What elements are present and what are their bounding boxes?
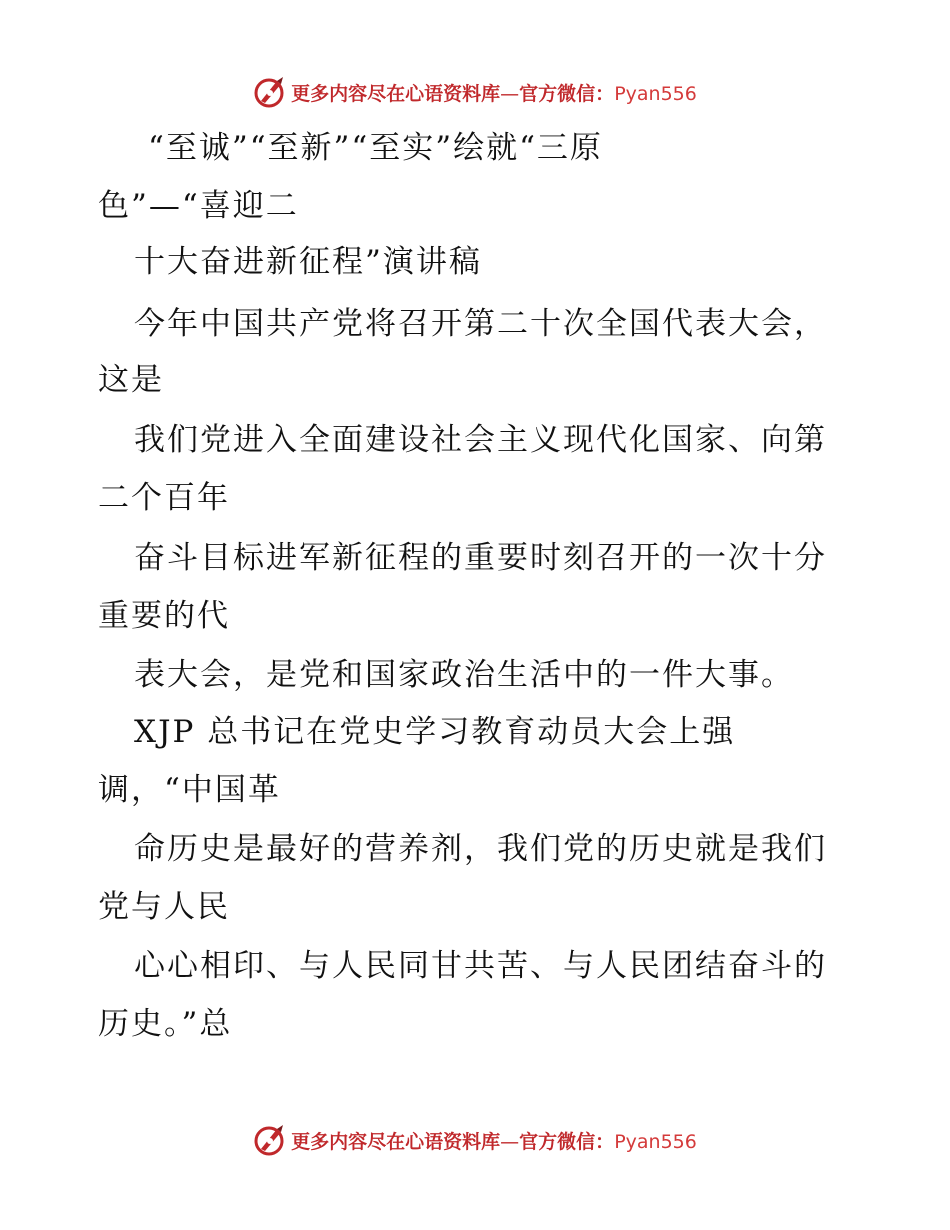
header-banner (0, 72, 950, 112)
text-line: 党与人民 (98, 889, 230, 925)
banner-separator: — (500, 82, 520, 105)
text-line: 这是 (98, 362, 164, 398)
text-line: 命历史是最好的营养剂，我们党的历史就是我们 (134, 831, 827, 867)
banner-wechat-label: 官方微信： (519, 82, 615, 105)
text-line: 我们党进入全面建设社会主义现代化国家、向第 (134, 422, 827, 458)
banner-main-text: 更多内容尽在心语资料库 (291, 1130, 501, 1153)
footer-banner (0, 1120, 950, 1160)
text-line: 重要的代 (98, 598, 230, 634)
text-line: “至诚”“至新”“至实”绘就“三原 (148, 130, 603, 166)
banner-wechat-id: Pyan556 (614, 82, 697, 105)
banner-wechat-id: Pyan556 (614, 1130, 697, 1153)
text-line: 今年中国共产党将召开第二十次全国代表大会， (134, 306, 827, 342)
text-line: 表大会，是党和国家政治生活中的一件大事。 (134, 657, 794, 693)
text-line: 二个百年 (98, 480, 230, 516)
quill-pen-logo-icon (253, 75, 287, 109)
quill-pen-logo-icon (253, 1123, 287, 1157)
banner-wechat-label: 官方微信： (519, 1130, 615, 1153)
text-line: XJP 总书记在党史学习教育动员大会上强 (134, 714, 736, 750)
banner-separator: — (500, 1130, 520, 1153)
text-line: 十大奋进新征程”演讲稿 (134, 244, 482, 280)
text-line: 心心相印、与人民同甘共苦、与人民团结奋斗的 (134, 948, 827, 984)
text-line: 色”—“喜迎二 (98, 188, 299, 224)
text-line: 历史。”总 (98, 1006, 233, 1042)
text-line: 调，“中国革 (98, 772, 281, 808)
banner-main-text: 更多内容尽在心语资料库 (291, 82, 501, 105)
text-line: 奋斗目标进军新征程的重要时刻召开的一次十分 (134, 540, 827, 576)
